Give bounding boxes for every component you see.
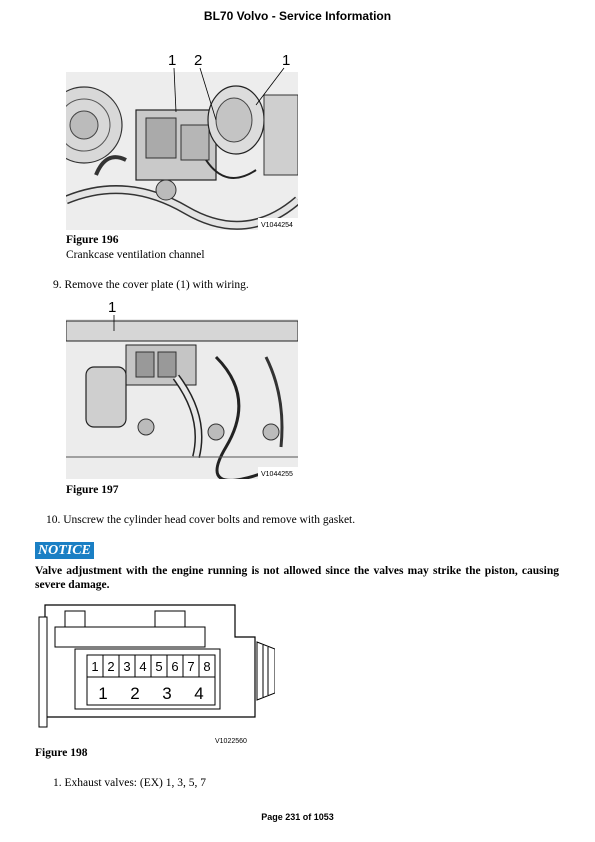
valve-diagram — [35, 597, 275, 745]
callout-1b: 1 — [282, 52, 291, 69]
cylinder-number: 3 — [162, 684, 172, 703]
valve-number: 3 — [123, 659, 131, 674]
callout-1: 1 — [108, 299, 117, 316]
valve-number: 7 — [187, 659, 195, 674]
step-text: Unscrew the cylinder head cover bolts and remove with gasket. — [63, 514, 356, 526]
notice-text: Valve adjustment with the engine running is not allowed since the valves may strike the piston, causing severe damage. — [35, 565, 559, 591]
step-9 — [53, 279, 249, 291]
valve-number: 1 — [91, 659, 99, 674]
list-item-1 — [53, 777, 206, 789]
list-text: Exhaust valves: (EX) 1, 3, 5, 7 — [64, 777, 206, 789]
valve-number: 5 — [155, 659, 163, 674]
step-10 — [46, 514, 355, 526]
step-number: 10. — [46, 514, 61, 526]
valve-number: 2 — [107, 659, 115, 674]
figure-197-label: Figure 197 — [66, 484, 119, 496]
cylinder-number: 4 — [194, 684, 204, 703]
figure-196-label: Figure 196 — [66, 234, 119, 246]
figure-198-label: Figure 198 — [35, 747, 88, 759]
valve-number: 8 — [203, 659, 211, 674]
figure-198-image — [35, 597, 275, 745]
step-number: 9. — [53, 279, 62, 291]
figure-197-image — [66, 297, 298, 479]
list-number: 1. — [53, 777, 62, 789]
figure-196-image — [66, 50, 298, 230]
page-footer: Page 231 of 1053 — [261, 812, 334, 822]
cylinder-number: 1 — [98, 684, 108, 703]
step-text: Remove the cover plate (1) with wiring. — [64, 279, 249, 291]
cylinder-number: 2 — [130, 684, 140, 703]
valve-number: 6 — [171, 659, 179, 674]
valve-number: 4 — [139, 659, 147, 674]
callout-2: 2 — [194, 52, 203, 69]
engine-photo-197 — [66, 297, 298, 479]
figure-code: V1044255 — [261, 471, 293, 478]
notice-label: NOTICE — [35, 542, 94, 559]
figure-code: V1044254 — [261, 222, 293, 229]
callout-1a: 1 — [168, 52, 177, 69]
page-header: BL70 Volvo - Service Information — [203, 9, 392, 23]
engine-photo-196 — [66, 50, 298, 230]
figure-196-caption: Crankcase ventilation channel — [66, 249, 205, 261]
figure-code: V1022560 — [215, 738, 247, 745]
